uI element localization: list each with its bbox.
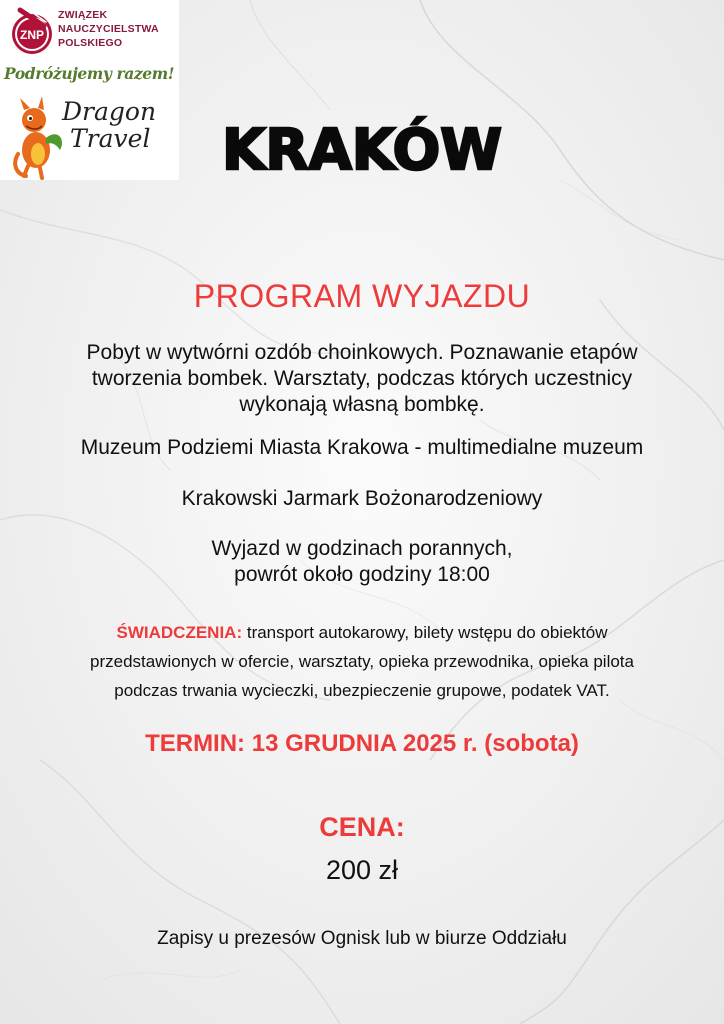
znp-line: POLSKIEGO [58,37,123,49]
agency-name-line: Travel [70,124,151,153]
departure-line: powrót około godziny 18:00 [234,563,490,586]
services-line [40,618,684,647]
market-item: Krakowski Jarmark Bożonarodzeniowy [181,487,543,510]
departure-line: Wyjazd w godzinach porannych, [211,537,513,560]
city-title: KRAKÓW [221,118,503,183]
znp-line: NAUCZYCIELSTWA [58,23,159,35]
znp-name [58,8,178,50]
program-heading: PROGRAM WYJAZDU [193,278,531,314]
price-label: CENA: [319,812,405,842]
description-line: Pobyt w wytwórni ozdób choinkowych. Poznawanie etapów [86,341,638,364]
dragon-icon [10,94,68,180]
description-line: tworzenia bombek. Warsztaty, podczas których uczestnicy [91,367,633,390]
logo-block [0,0,179,180]
trip-date: TERMIN: 13 GRUDNIA 2025 r. (sobota) [145,730,579,757]
services-line: przedstawionych w ofercie, warsztaty, opieka przewodnika, opieka pilota [90,652,634,671]
services-block [40,618,684,705]
services-text: transport autokarowy, bilety wstępu do obiektów [246,623,608,642]
program-description [0,340,724,418]
agency-name-line: Dragon [62,97,157,126]
description-line: wykonają własną bombkę. [239,393,485,416]
signup-info: Zapisy u prezesów Ognisk lub w biurze Oddziału [157,928,567,949]
museum-item: Muzeum Podziemi Miasta Krakowa - multimedialne muzeum [80,436,644,459]
departure-info [0,536,724,588]
services-label: ŚWIADCZENIA: [116,623,243,642]
znp-emblem-icon [10,6,54,58]
znp-line: ZWIĄZEK [58,9,108,21]
services-line: podczas trwania wycieczki, ubezpieczenie grupowe, podatek VAT. [114,681,610,700]
price-value: 200 zł [325,855,399,885]
agency-name [62,98,156,152]
znp-badge-text: ZNP [20,28,44,42]
slogan: Podróżujemy razem! [4,64,175,83]
